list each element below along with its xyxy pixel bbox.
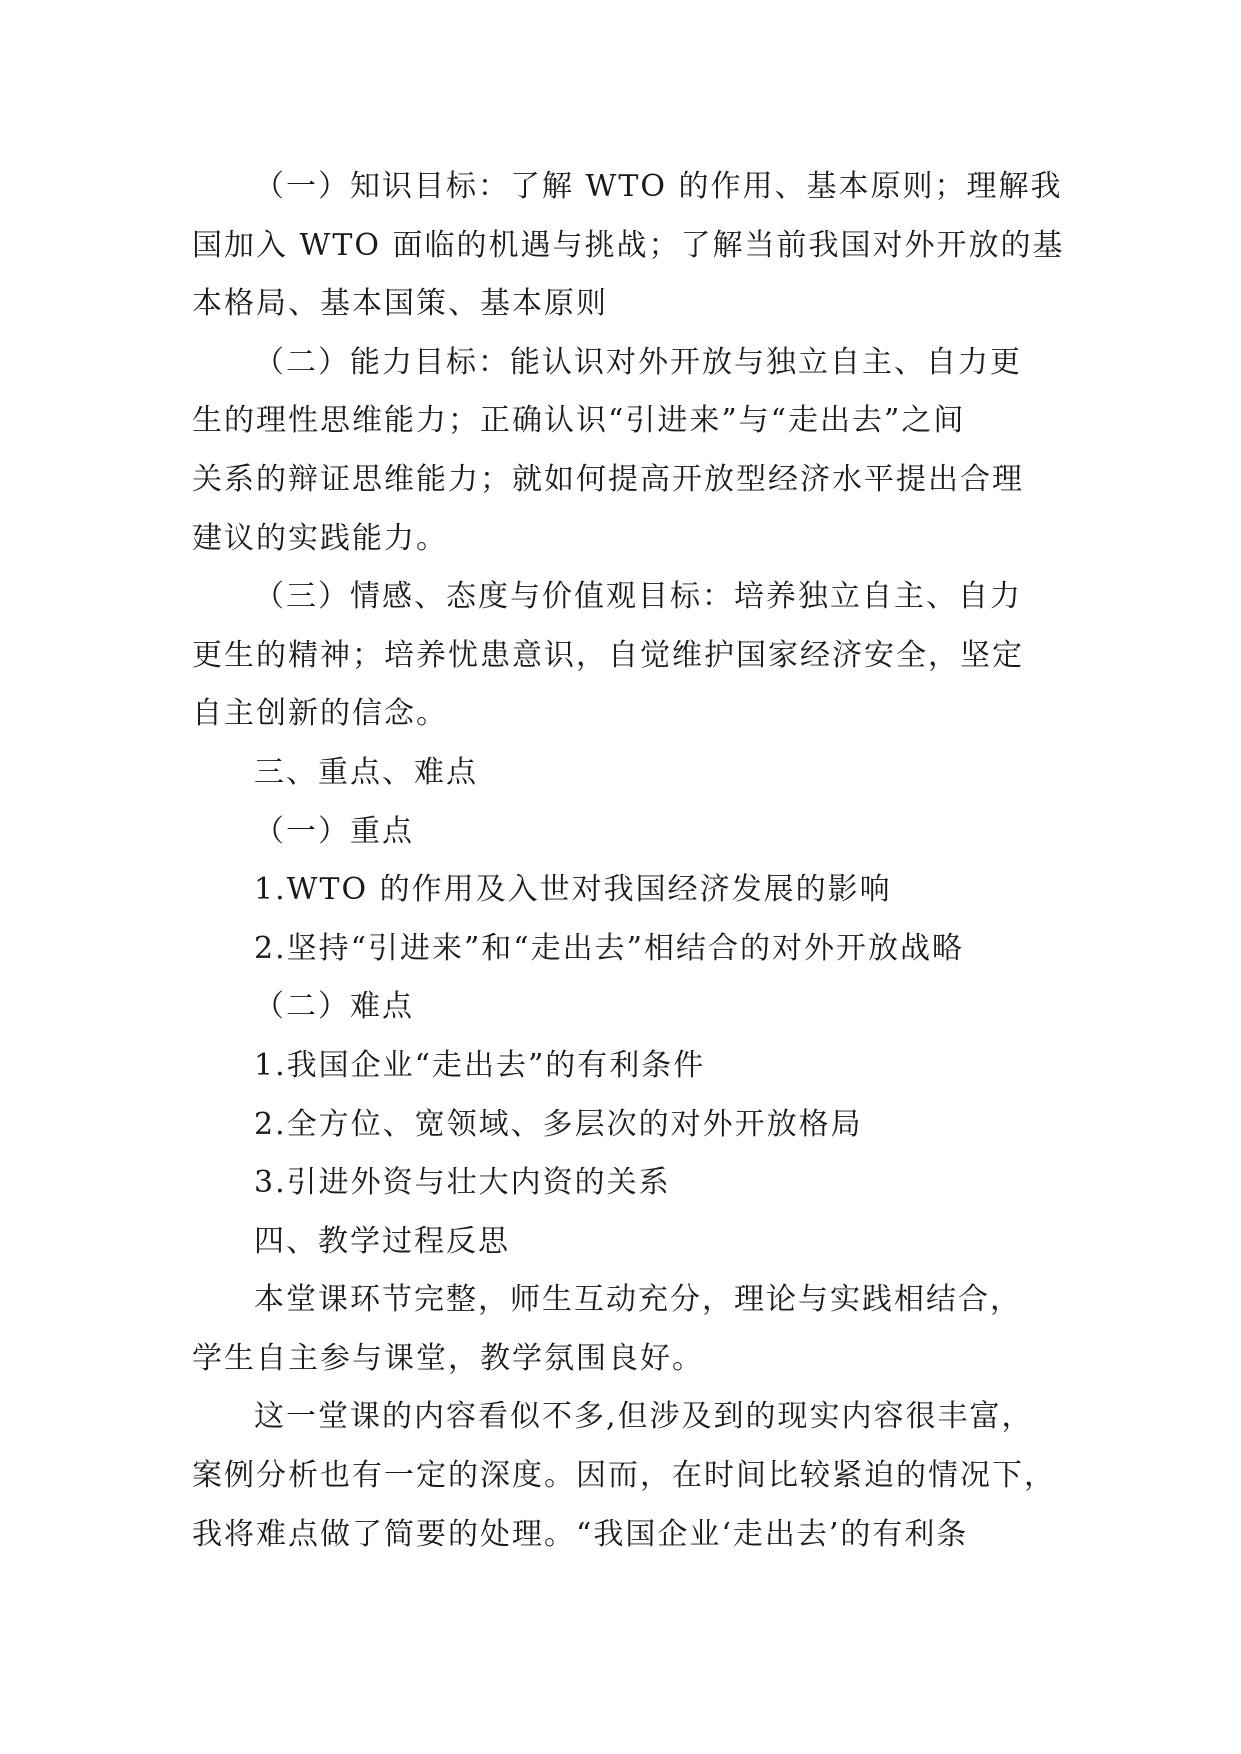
paragraph-emotion-goal [192,568,1060,744]
list-item: 2.坚持“引进来”和“走出去”相结合的对外开放战略 [254,930,964,966]
text-line: 我将难点做了简要的处理。“我国企业‘走出去’的有利条 [192,1516,969,1552]
difficulty-item [192,1154,1060,1213]
paragraph-ability-goal [192,334,1060,568]
document-body [192,158,1065,1564]
list-item: 1.WTO 的作用及入世对我国经济发展的影响 [254,872,892,908]
heading-text: （二）难点 [254,989,414,1025]
list-item: 1.我国企业“走出去”的有利条件 [254,1047,706,1083]
text-line: 关系的辩证思维能力；就如何提高开放型经济水平提出合理 [192,461,1024,497]
heading-text: 四、教学过程反思 [254,1223,510,1259]
paragraph-reflection-2 [192,1388,1060,1564]
text-line: 生的理性思维能力；正确认识“引进来”与“走出去”之间 [192,403,966,439]
text-line: 本堂课环节完整，师生互动充分，理论与实践相结合， [254,1282,1022,1318]
text-line: 建议的实践能力。 [192,520,448,556]
text-line: 国加入 WTO 面临的机遇与挑战；了解当前我国对外开放的基 [192,227,1065,263]
heading-text: 三、重点、难点 [254,754,478,790]
difficulty-item [192,1096,1060,1155]
key-point-item [192,920,1060,979]
list-item: 2.全方位、宽领域、多层次的对外开放格局 [254,1106,863,1142]
section-heading-key-points [192,744,1060,803]
subheading-difficulty [192,978,1060,1037]
section-heading-reflection [192,1213,1060,1272]
text-line: （三）情感、态度与价值观目标：培养独立自主、自力 [254,579,1022,615]
text-line: （二）能力目标：能认识对外开放与独立自主、自力更 [254,344,1022,380]
text-line: 本格局、基本国策、基本原则 [192,286,608,322]
key-point-item [192,861,1060,920]
list-item: 3.引进外资与壮大内资的关系 [254,1165,671,1201]
difficulty-item [192,1037,1060,1096]
heading-text: （一）重点 [254,813,414,849]
text-line: 案例分析也有一定的深度。因而，在时间比较紧迫的情况下， [192,1458,1056,1494]
text-line: 学生自主参与课堂，教学氛围良好。 [192,1340,704,1376]
paragraph-knowledge-goal [192,158,1065,334]
text-line: 更生的精神；培养忧患意识，自觉维护国家经济安全，坚定 [192,637,1024,673]
paragraph-reflection-1 [192,1271,1060,1388]
text-line: （一）知识目标：了解 WTO 的作用、基本原则；理解我 [254,169,1063,204]
text-line: 这一堂课的内容看似不多,但涉及到的现实内容很丰富， [254,1399,1034,1435]
subheading-key [192,803,1060,862]
text-line: 自主创新的信念。 [192,696,448,732]
